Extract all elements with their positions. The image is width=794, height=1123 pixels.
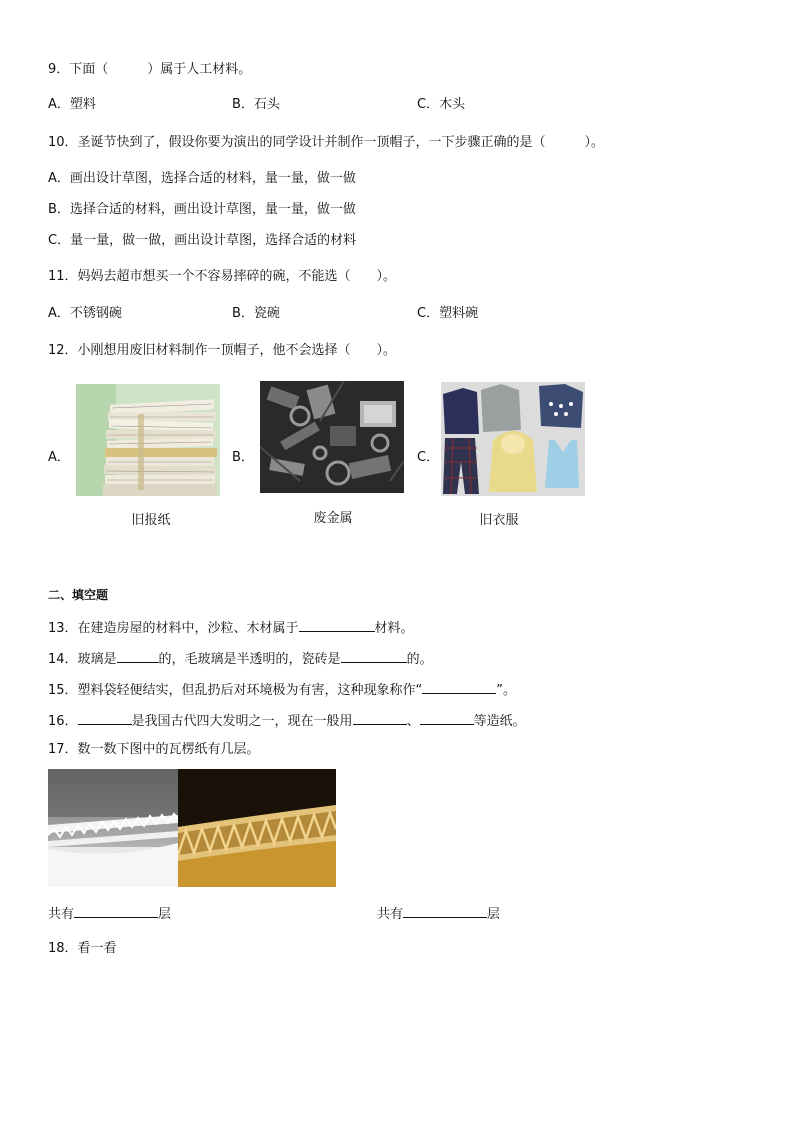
q18-text: 18．看一看	[48, 941, 117, 956]
q15	[48, 679, 516, 700]
q11-option-b: B．瓷碗	[232, 306, 280, 321]
newspaper-photo	[76, 384, 220, 496]
q16	[48, 710, 526, 731]
q10-option-b: B．选择合适的材料，画出设计草图，量一量，做一做	[48, 202, 356, 217]
q17-answer-1-before: 共有	[48, 907, 75, 922]
q14-text-1: 14．玻璃是	[48, 652, 117, 667]
caption-old-clothes: 旧衣服	[479, 513, 519, 528]
q15-blank[interactable]	[422, 679, 496, 694]
q17-answer-1-after: 层	[158, 907, 172, 922]
q15-text-before: 15．塑料袋轻便结实，但乱扔后对环境极为有害，这种现象称作“	[48, 683, 423, 698]
q12-option-a: A．	[48, 450, 70, 465]
q12-text: 12．小刚想用废旧材料制作一顶帽子，他不会选择（ ）。	[48, 343, 397, 358]
q10-option-c: C．量一量，做一做，画出设计草图，选择合适的材料	[48, 233, 357, 248]
q16-blank-2[interactable]	[353, 710, 407, 725]
q9-option-b: B．石头	[232, 97, 280, 112]
scrap-metal-photo	[260, 381, 404, 493]
q13-blank[interactable]	[299, 617, 375, 632]
old-clothes-photo	[441, 382, 585, 496]
q12-option-b: B．	[232, 450, 254, 465]
q13-text-after: 材料。	[374, 621, 414, 636]
q9-option-c: C．木头	[417, 97, 466, 112]
q16-text-4: 等造纸。	[473, 714, 526, 729]
q11-text: 11．妈妈去超市想买一个不容易摔碎的碗，不能选（ ）。	[48, 269, 397, 284]
q12-option-c: C．	[417, 450, 440, 465]
q17-answer-1	[48, 903, 171, 924]
q17-answer-2	[377, 903, 500, 924]
q11-option-c: C．塑料碗	[417, 306, 479, 321]
corrugated-paper-photo-1	[48, 769, 178, 887]
q10-option-a: A．画出设计草图，选择合适的材料，量一量，做一做	[48, 171, 356, 186]
q17-answer-2-before: 共有	[377, 907, 404, 922]
q14-blank-2[interactable]	[341, 648, 407, 663]
q16-blank-3[interactable]	[420, 710, 474, 725]
caption-scrap-metal: 废金属	[313, 511, 353, 526]
q17-blank-2[interactable]	[403, 903, 487, 918]
q16-text-1: 16．	[48, 714, 78, 729]
q11-option-a: A．不锈钢碗	[48, 306, 122, 321]
q17-answer-2-after: 层	[487, 907, 501, 922]
q13-text-before: 13．在建造房屋的材料中，沙粒、木材属于	[48, 621, 299, 636]
q14	[48, 648, 433, 669]
q14-blank-1[interactable]	[117, 648, 159, 663]
q14-text-3: 的。	[406, 652, 433, 667]
q9-text: 9．下面（ ）属于人工材料。	[48, 62, 252, 77]
q15-text-after: ”。	[496, 683, 517, 698]
q17-text: 17．数一数下图中的瓦楞纸有几层。	[48, 742, 260, 757]
section-title-fill-in: 二、填空题	[48, 588, 109, 602]
q10-text: 10．圣诞节快到了，假设你要为演出的同学设计并制作一顶帽子，一下步骤正确的是（ ）。	[48, 135, 605, 150]
q13	[48, 617, 414, 638]
q9-option-a: A．塑料	[48, 97, 96, 112]
q17-blank-1[interactable]	[74, 903, 158, 918]
q16-text-3: 、	[406, 714, 420, 729]
q14-text-2: 的，毛玻璃是半透明的，瓷砖是	[158, 652, 341, 667]
q16-text-2: 是我国古代四大发明之一，现在一般用	[131, 714, 353, 729]
corrugated-paper-photo-2	[178, 769, 336, 887]
q16-blank-1[interactable]	[78, 710, 132, 725]
caption-newspaper: 旧报纸	[131, 513, 171, 528]
